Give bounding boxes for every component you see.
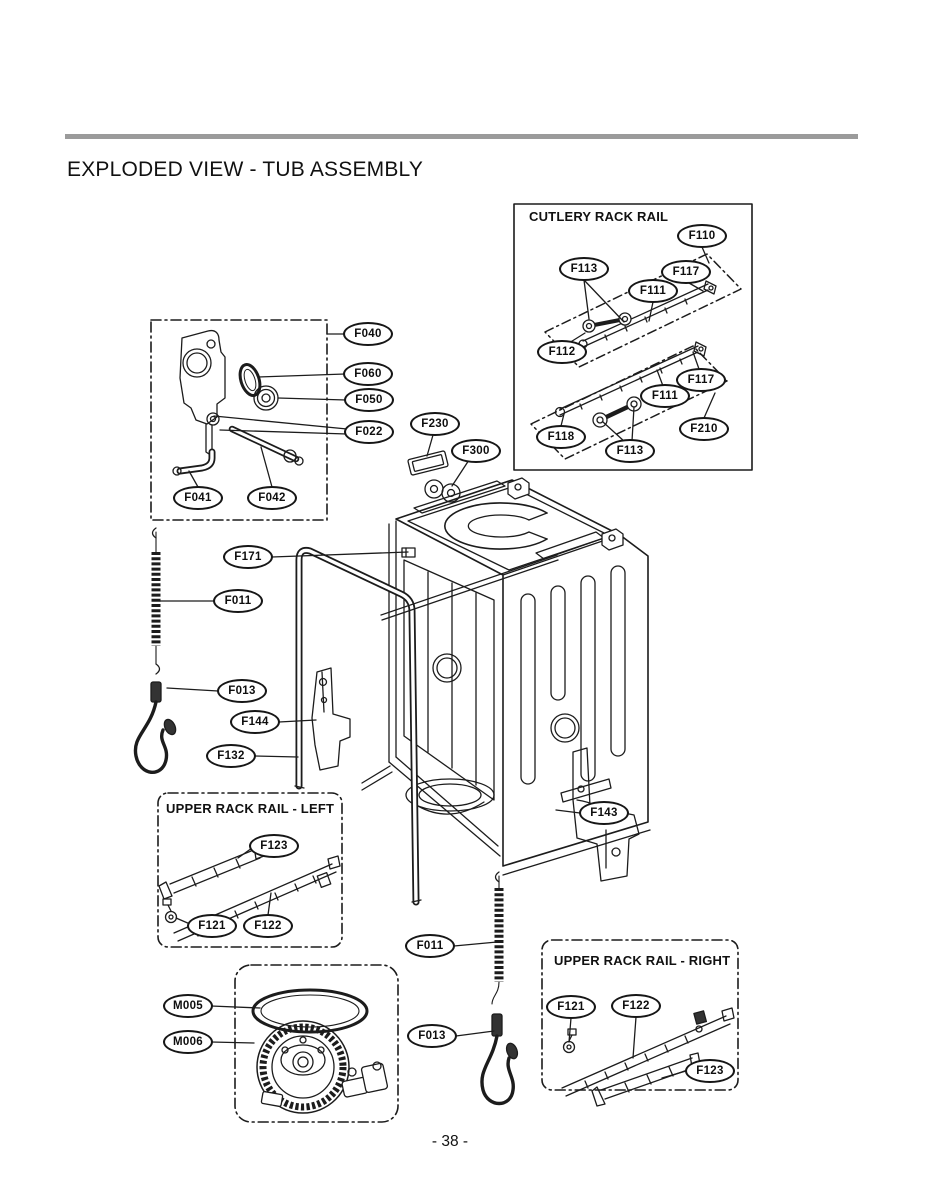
callout-f060: F060 (343, 362, 393, 386)
callout-f121-right: F121 (546, 995, 596, 1019)
callout-f230: F230 (410, 412, 460, 436)
callout-f011-left: F011 (213, 589, 263, 613)
callout-f144: F144 (230, 710, 280, 734)
spring-bottom-art (492, 872, 499, 1004)
callout-f300: F300 (451, 439, 501, 463)
callout-f112: F112 (537, 340, 587, 364)
tub-art (295, 478, 650, 902)
callout-f050: F050 (344, 388, 394, 412)
callout-f118: F118 (536, 425, 586, 449)
pump-inset-art (235, 965, 398, 1122)
callout-f111-upper: F111 (628, 279, 678, 303)
callout-f210: F210 (679, 417, 729, 441)
callout-f117-upper: F117 (661, 260, 711, 284)
callout-f117-lower: F117 (676, 368, 726, 392)
page-number: - 38 - (431, 1133, 469, 1150)
callout-f011-bottom: F011 (405, 934, 455, 958)
cord-left-art (135, 682, 177, 772)
callout-f132: F132 (206, 744, 256, 768)
callout-f042: F042 (247, 486, 297, 510)
cutlery-rack-rail-title: CUTLERY RACK RAIL (529, 209, 669, 224)
callout-f123-right: F123 (685, 1059, 735, 1083)
callout-f121-left: F121 (187, 914, 237, 938)
callout-f113-upper: F113 (559, 257, 609, 281)
callout-f171: F171 (223, 545, 273, 569)
callout-m006: M006 (163, 1030, 213, 1054)
callout-f143: F143 (579, 801, 629, 825)
callout-f041: F041 (173, 486, 223, 510)
callout-f111-lower: F111 (640, 384, 690, 408)
callout-f110: F110 (677, 224, 727, 248)
callout-f123-left: F123 (249, 834, 299, 858)
callout-f040: F040 (343, 322, 393, 346)
cord-bottom-art (482, 1014, 519, 1104)
callout-f013-left: F013 (217, 679, 267, 703)
callout-m005: M005 (163, 994, 213, 1018)
callout-f022: F022 (344, 420, 394, 444)
upper-rack-rail-left-title: UPPER RACK RAIL - LEFT (166, 801, 335, 816)
callout-f013-bottom: F013 (407, 1024, 457, 1048)
callout-f122-right: F122 (611, 994, 661, 1018)
page-title: EXPLODED VIEW - TUB ASSEMBLY (67, 158, 424, 181)
callout-f122-left: F122 (243, 914, 293, 938)
spring-left-art (153, 528, 160, 674)
callout-f113-lower: F113 (605, 439, 655, 463)
vent-and-grommet-art (408, 451, 460, 502)
upper-rack-rail-right-title: UPPER RACK RAIL - RIGHT (554, 953, 731, 968)
